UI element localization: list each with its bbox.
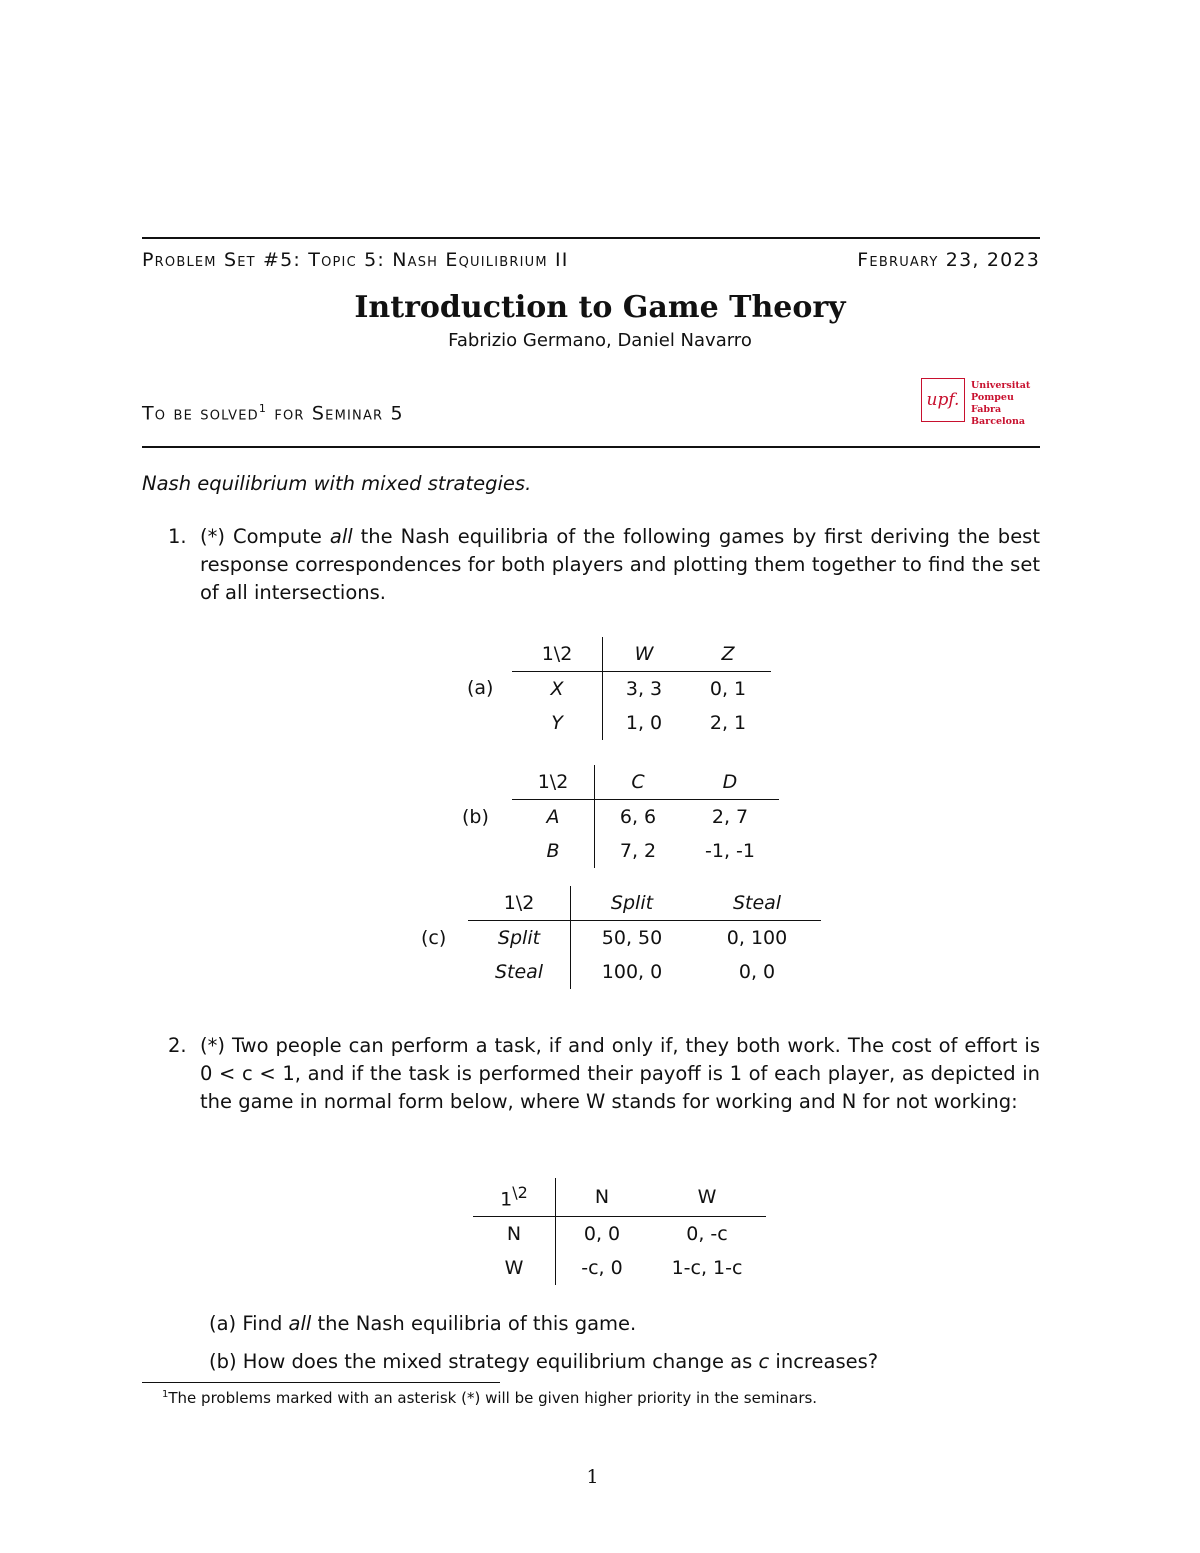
game-a-header-row: [512, 637, 771, 672]
game-b-cell-1-1: 6, 6: [619, 806, 657, 828]
game-b-header-row: [512, 765, 779, 800]
problem-1-number: 1.: [168, 525, 187, 548]
part-b-emph: c: [758, 1350, 770, 1373]
game-2-corner-b: \2: [512, 1183, 528, 1203]
game-b-col-2: D: [681, 765, 779, 800]
game-2-cell-2-1: -c, 0: [581, 1257, 623, 1279]
part-b-text-a: How does the mixed strategy equilibrium change as: [242, 1350, 759, 1373]
game-2-cell-2-2: 1-c, 1-c: [671, 1257, 743, 1279]
game-a-table: [512, 637, 771, 740]
game-b-cell-1-2: 2, 7: [711, 806, 749, 828]
footnote-ref: 1: [258, 402, 268, 415]
footnote-mark: 1: [162, 1389, 169, 1400]
game-2-col-1: N: [556, 1178, 649, 1217]
game-c-col-2: Steal: [693, 886, 821, 921]
game-a-row-1: X: [512, 672, 603, 707]
table-row: [473, 1217, 766, 1252]
logo-line-1: Universitat: [971, 380, 1031, 391]
game-b-cell-2-1: 7, 2: [619, 840, 657, 862]
game-a-col-2: Z: [685, 637, 771, 672]
game-2-table: [473, 1178, 766, 1285]
game-a-cell-1-2: 0, 1: [709, 678, 747, 700]
page-number: 1: [586, 1466, 599, 1488]
game-c-row-2: Steal: [468, 955, 571, 989]
problem-2-text: [200, 1032, 1040, 1116]
upf-logo: [921, 378, 1041, 427]
game-b-cell-2-2: -1, -1: [705, 840, 755, 862]
solved-suffix: for Seminar 5: [267, 402, 404, 425]
part-b-text-b: increases?: [769, 1350, 879, 1373]
game-c-cell-1-1: 50, 50: [601, 927, 663, 949]
page-title: Introduction to Game Theory: [354, 290, 846, 325]
game-b-label: (b): [462, 806, 489, 828]
problem-1-emph: all: [329, 525, 353, 548]
table-row: [473, 1251, 766, 1285]
part-a-label: (a): [209, 1312, 237, 1335]
part-a-text-a: Find: [242, 1312, 289, 1335]
game-2-corner-a: 1: [500, 1188, 513, 1211]
game-a-row-2: Y: [512, 706, 603, 740]
header-left: Problem Set #5: Topic 5: Nash Equilibrium II: [142, 249, 569, 271]
table-row: [512, 800, 779, 835]
game-2-row-1: N: [473, 1217, 556, 1252]
solved-prefix: To be solved: [142, 402, 259, 425]
table-row: [512, 834, 779, 868]
logo-line-3: Barcelona: [971, 416, 1026, 427]
game-c-cell-2-1: 100, 0: [601, 961, 663, 983]
game-a-col-1: W: [603, 637, 686, 672]
game-b-corner: 1\2: [512, 765, 595, 800]
problem-2-number: 2.: [168, 1034, 187, 1057]
header-date: February 23, 2023: [857, 249, 1040, 271]
footnote-text: The problems marked with an asterisk (*) will be given higher priority in the seminars.: [168, 1389, 818, 1407]
table-row: [512, 672, 771, 707]
game-2-cell-1-2: 0, -c: [686, 1223, 728, 1245]
game-b-table: [512, 765, 779, 868]
problem-1-text: [200, 523, 1040, 607]
problem-2-body: Two people can perform a task, if and only if, they both work. The cost of effort is 0 < c < 1, and if the task is performed their payoff is 1 of each player, as depicted in the game in normal form below, where W stands for working and N for not working:: [200, 1034, 1040, 1113]
game-c-row-1: Split: [468, 921, 571, 956]
part-b: [209, 1348, 878, 1376]
authors: Fabrizio Germano, Daniel Navarro: [448, 330, 752, 351]
part-a-text-b: the Nash equilibria of this game.: [311, 1312, 637, 1335]
part-a: [209, 1310, 636, 1338]
game-b-row-1: A: [512, 800, 595, 835]
problem-1-text-a: Compute: [224, 525, 330, 548]
game-a-cell-1-1: 3, 3: [625, 678, 663, 700]
game-a-cell-2-1: 1, 0: [625, 712, 663, 734]
footnote: [162, 1389, 817, 1407]
section-title: Nash equilibrium with mixed strategies.: [142, 472, 532, 495]
game-a-cell-2-2: 2, 1: [709, 712, 747, 734]
problem-1-text-b: the Nash equilibria of the following games by first deriving the best response correspondences for both players and plotting them together to find the set of all intersections.: [200, 525, 1040, 604]
solved-line: [142, 402, 404, 424]
game-2-cell-1-1: 0, 0: [583, 1223, 621, 1245]
part-b-label: (b): [209, 1350, 237, 1373]
game-a-label: (a): [467, 677, 494, 699]
game-c-col-1: Split: [571, 886, 694, 921]
logo-text: [971, 380, 1041, 428]
table-row: [468, 955, 821, 989]
table-row: [512, 706, 771, 740]
game-b-row-2: B: [512, 834, 595, 868]
part-a-emph: all: [288, 1312, 312, 1335]
game-2-header-row: [473, 1178, 766, 1217]
problem-1-star: (*): [200, 525, 225, 548]
logo-line-2: Pompeu Fabra: [971, 392, 1014, 415]
game-c-table: [468, 886, 821, 989]
game-2-col-2: W: [648, 1178, 766, 1217]
footnote-rule: [142, 1382, 500, 1383]
game-2-corner: [473, 1178, 556, 1217]
game-c-cell-2-2: 0, 0: [738, 961, 776, 983]
game-c-corner: 1\2: [468, 886, 571, 921]
game-b-col-1: C: [595, 765, 682, 800]
game-a-corner: 1\2: [512, 637, 603, 672]
problem-2-star: (*): [200, 1034, 225, 1057]
header-bottom-rule: [142, 446, 1040, 448]
logo-mark: upf.: [921, 378, 965, 422]
game-c-cell-1-2: 0, 100: [726, 927, 788, 949]
top-rule: [142, 237, 1040, 239]
game-c-label: (c): [421, 927, 447, 949]
table-row: [468, 921, 821, 956]
game-2-row-2: W: [473, 1251, 556, 1285]
game-c-header-row: [468, 886, 821, 921]
